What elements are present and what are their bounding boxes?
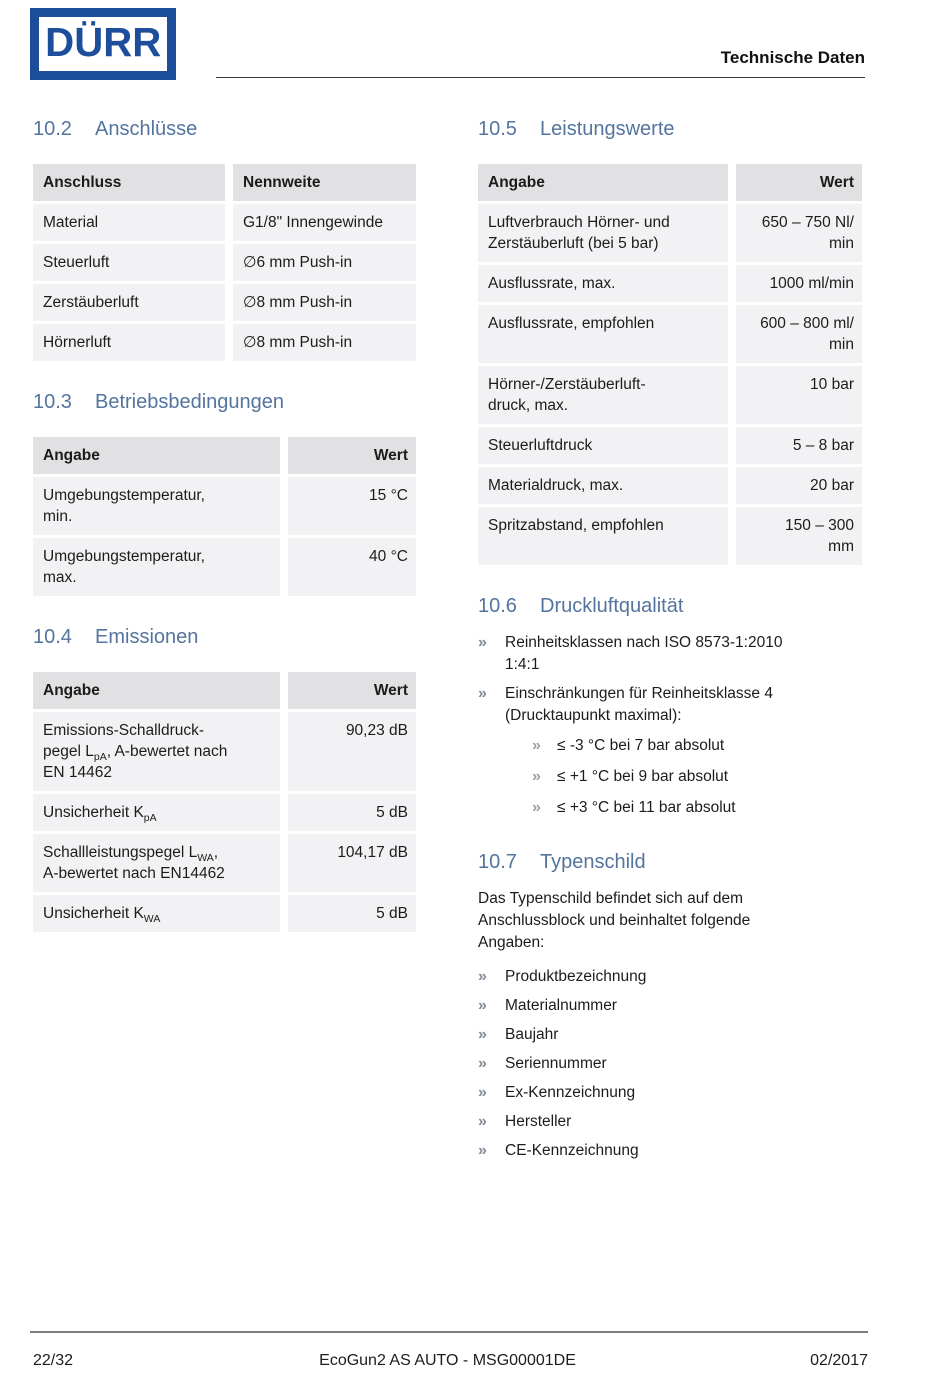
section-leistungswerte <box>478 118 862 565</box>
table-cell-value: 40 °C <box>288 538 416 596</box>
duerr-logo-text: DÜRR <box>44 18 162 65</box>
chevron-bullet-icon: » <box>478 1142 487 1159</box>
table-cell-label: Steuerluft <box>33 244 225 281</box>
column-header: Wert <box>288 437 416 474</box>
chevron-bullet-icon: » <box>478 634 487 651</box>
table-cell-value: 90,23 dB <box>288 712 416 791</box>
section-number: 10.5 <box>478 118 517 140</box>
betriebsbedingungen-table <box>33 437 416 596</box>
table-cell-label: Emissions-Schalldruck- pegel $L_{pA}$, A-bewertet nach EN 14462 <box>33 712 280 791</box>
table-cell-value: 10 bar <box>736 366 862 424</box>
list-item <box>478 1140 862 1162</box>
chevron-bullet-icon: » <box>478 1084 487 1101</box>
list-item-text: Seriennummer <box>505 1055 607 1072</box>
table-cell-label: Zerstäuberluft <box>33 284 225 321</box>
table-cell-label: Umgebungstemperatur, min. <box>33 477 280 535</box>
section-heading <box>33 391 416 414</box>
sub-list-item-text: ≤ +3 °C bei 11 bar absolut <box>557 799 736 816</box>
table-cell-label: Hörnerluft <box>33 324 225 361</box>
anschluesse-table <box>33 164 416 361</box>
table-cell-value: 5 dB <box>288 895 416 932</box>
table-cell-label: Ausflussrate, max. <box>478 265 728 302</box>
list-item <box>478 995 862 1017</box>
table-cell-label: Ausflussrate, empfohlen <box>478 305 728 363</box>
section-heading <box>33 626 416 649</box>
right-column <box>478 112 862 1162</box>
table-cell-label: Umgebungstemperatur, max. <box>33 538 280 596</box>
table-cell-value: 1000 ml/min <box>736 265 862 302</box>
list-item-text: CE-Kennzeichnung <box>505 1142 639 1159</box>
table-cell-label: Steuerluftdruck <box>478 427 728 464</box>
sub-list-item-text: ≤ -3 °C bei 7 bar absolut <box>557 737 725 754</box>
emissionen-table <box>33 672 416 932</box>
chevron-bullet-icon: » <box>532 799 541 816</box>
table-cell-value: ∅8 mm Push-in <box>233 324 416 361</box>
table-cell-label: Hörner-/Zerstäuberluft- druck, max. <box>478 366 728 424</box>
table-cell-label: Schallleistungspegel $L_{WA}$, A-bewertet nach EN14462 <box>33 834 280 892</box>
footer-document-title: EcoGun2 AS AUTO - MSG00001DE <box>319 1352 576 1369</box>
list-item-text: Hersteller <box>505 1113 572 1130</box>
footer-date: 02/2017 <box>810 1352 868 1369</box>
section-title: Typenschild <box>540 851 646 873</box>
list-item-text: Baujahr <box>505 1026 559 1043</box>
section-number: 10.4 <box>33 626 72 648</box>
chevron-bullet-icon: » <box>478 1113 487 1130</box>
table-cell-label: Unsicherheit $K_{pA}$ <box>33 794 280 831</box>
table-cell-value: 5 – 8 bar <box>736 427 862 464</box>
table-cell-label: Materialdruck, max. <box>478 467 728 504</box>
table-cell-value: 20 bar <box>736 467 862 504</box>
section-title: Druckluftqualität <box>540 595 684 617</box>
section-number: 10.3 <box>33 391 72 413</box>
table-cell-label: Luftverbrauch Hörner- und Zerstäuberluft (bei 5 bar) <box>478 204 728 262</box>
section-number: 10.7 <box>478 851 517 873</box>
table-cell-value: G1/8" Innengewinde <box>233 204 416 241</box>
chevron-bullet-icon: » <box>478 1026 487 1043</box>
table-cell-value: 15 °C <box>288 477 416 535</box>
column-header: Anschluss <box>33 164 225 201</box>
list-item <box>478 683 862 821</box>
left-column <box>33 112 416 1162</box>
column-header: Angabe <box>33 437 280 474</box>
druckluftqualitaet-list <box>478 632 862 821</box>
chevron-bullet-icon: » <box>532 768 541 785</box>
list-item-text: Einschränkungen für Reinheitsklasse 4 (Drucktaupunkt maximal): <box>505 685 773 724</box>
leistungswerte-table <box>478 164 862 565</box>
list-item <box>478 1024 862 1046</box>
section-heading <box>478 595 862 618</box>
section-title: Anschlüsse <box>95 118 198 140</box>
sub-list-item <box>532 735 773 757</box>
page-content <box>33 112 862 1162</box>
section-typenschild <box>478 851 862 1162</box>
table-cell-value: ∅8 mm Push-in <box>233 284 416 321</box>
section-heading <box>478 118 862 141</box>
section-heading <box>33 118 416 141</box>
section-number: 10.6 <box>478 595 517 617</box>
chevron-bullet-icon: » <box>532 737 541 754</box>
column-header: Wert <box>288 672 416 709</box>
list-item <box>478 1082 862 1104</box>
list-item-text: Produktbezeichnung <box>505 968 647 985</box>
chevron-bullet-icon: » <box>478 1055 487 1072</box>
section-number: 10.2 <box>33 118 72 140</box>
page-header-title: Technische Daten <box>720 48 865 67</box>
table-cell-label: Unsicherheit $K_{WA}$ <box>33 895 280 932</box>
footer-page-number: 22/32 <box>33 1352 74 1369</box>
section-betriebsbedingungen <box>33 391 416 596</box>
chevron-bullet-icon: » <box>478 968 487 985</box>
table-cell-label: Spritzabstand, empfohlen <box>478 507 728 565</box>
list-item <box>478 966 862 988</box>
table-cell-value: 150 – 300 mm <box>736 507 862 565</box>
table-cell-value: 5 dB <box>288 794 416 831</box>
table-cell-label: Material <box>33 204 225 241</box>
column-header: Wert <box>736 164 862 201</box>
list-item-text: Ex-Kennzeichnung <box>505 1084 636 1101</box>
table-cell-value: 650 – 750 Nl/ min <box>736 204 862 262</box>
sub-list-item-text: ≤ +1 °C bei 9 bar absolut <box>557 768 729 785</box>
table-cell-value: ∅6 mm Push-in <box>233 244 416 281</box>
sub-list <box>532 735 773 819</box>
typenschild-paragraph: Das Typenschild befindet sich auf dem Anschlussblock und beinhaltet folgende Angaben: <box>478 890 751 951</box>
list-item-text <box>505 683 773 821</box>
column-header: Angabe <box>33 672 280 709</box>
sub-list-item <box>532 797 773 819</box>
sub-list-item <box>532 766 773 788</box>
header-divider <box>216 77 865 78</box>
column-header: Nennweite <box>233 164 416 201</box>
typenschild-list <box>478 966 862 1162</box>
section-anschluesse <box>33 118 416 361</box>
table-cell-value: 600 – 800 ml/ min <box>736 305 862 363</box>
table-cell-value: 104,17 dB <box>288 834 416 892</box>
duerr-logo <box>30 8 176 80</box>
footer-divider <box>30 1331 868 1333</box>
section-title: Betriebsbedingungen <box>95 391 285 413</box>
list-item <box>478 1111 862 1133</box>
list-item <box>478 1053 862 1075</box>
section-druckluftqualitaet <box>478 595 862 821</box>
column-header: Angabe <box>478 164 728 201</box>
list-item-text: Materialnummer <box>505 997 617 1014</box>
section-title: Emissionen <box>95 626 199 648</box>
chevron-bullet-icon: » <box>478 997 487 1014</box>
chevron-bullet-icon: » <box>478 685 487 702</box>
list-item <box>478 632 862 676</box>
section-heading <box>478 851 862 874</box>
list-item-text: Reinheitsklassen nach ISO 8573-1:2010 1:4:1 <box>505 634 783 673</box>
section-emissionen <box>33 626 416 932</box>
section-title: Leistungswerte <box>540 118 675 140</box>
